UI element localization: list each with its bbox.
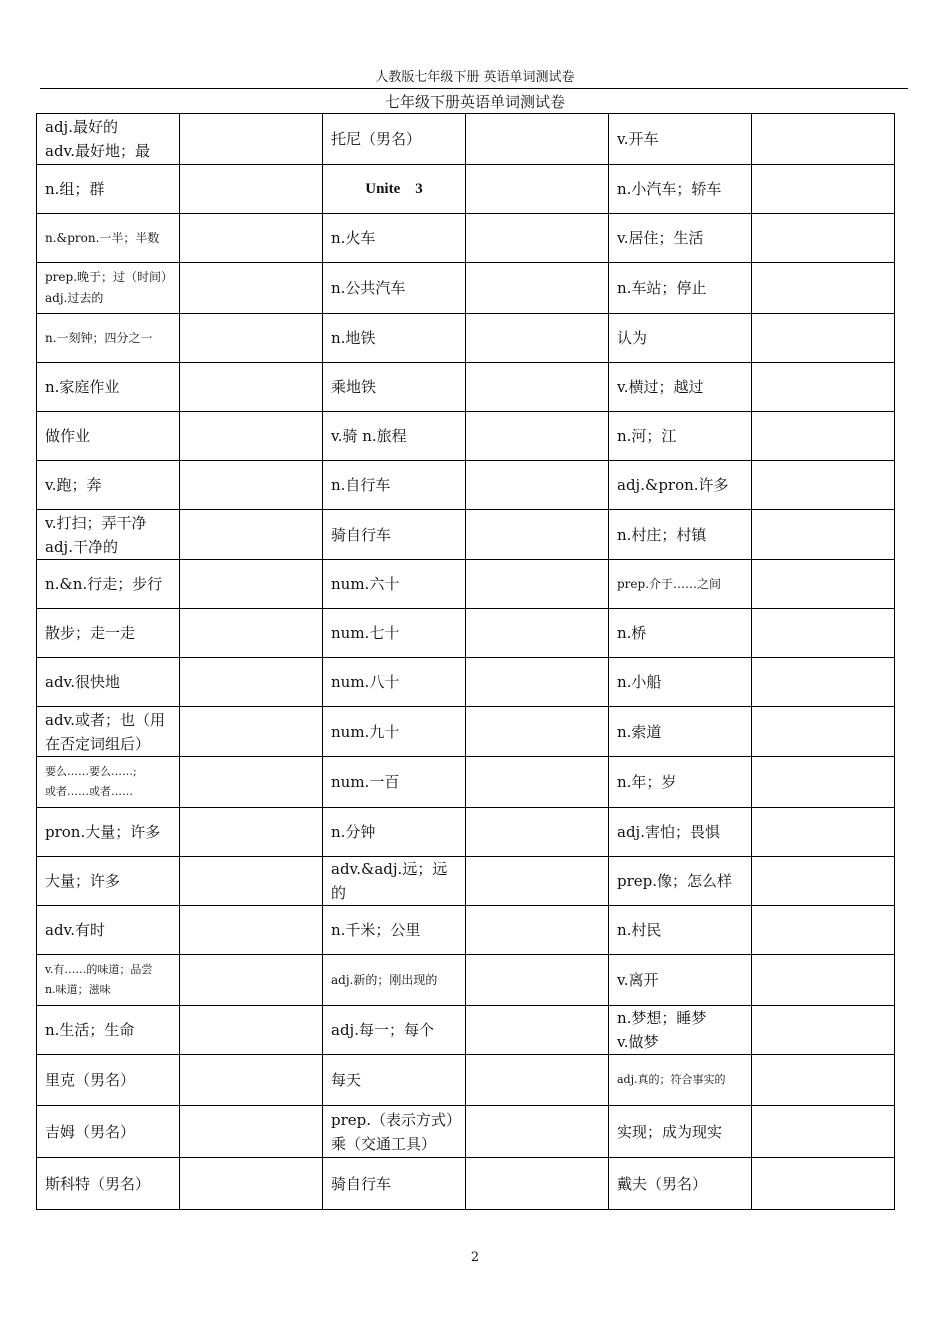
answer-blank-cell[interactable] [466, 314, 609, 363]
answer-blank-cell[interactable] [180, 757, 323, 808]
meaning-text: adv.最好地；最 [45, 142, 151, 160]
vocab-meaning-cell [609, 461, 752, 510]
answer-blank-cell[interactable] [466, 658, 609, 707]
page-title: 七年级下册英语单词测试卷 [384, 93, 565, 111]
answer-blank-cell[interactable] [180, 707, 323, 757]
meaning-text: v.居住；生活 [617, 229, 704, 247]
vocab-meaning-cell [37, 214, 180, 263]
meaning-text: n.索道 [617, 722, 662, 741]
answer-blank-cell[interactable] [752, 808, 895, 857]
answer-blank-cell[interactable] [752, 263, 895, 314]
meaning-text: 戴夫（男名） [617, 1174, 708, 1193]
answer-blank-cell[interactable] [752, 1106, 895, 1158]
vocab-meaning-cell [323, 412, 466, 461]
vocab-meaning-cell [323, 214, 466, 263]
answer-blank-cell[interactable] [466, 707, 609, 757]
vocab-meaning-cell [37, 906, 180, 955]
meaning-text: n.千米；公里 [331, 921, 421, 939]
meaning-text: prep.晚于；过（时间） [45, 270, 174, 284]
answer-blank-cell[interactable] [752, 658, 895, 707]
table-row [37, 1006, 895, 1055]
answer-blank-cell[interactable] [466, 857, 609, 906]
vocab-meaning-cell [323, 363, 466, 412]
answer-blank-cell[interactable] [752, 314, 895, 363]
meaning-text: 大量；许多 [45, 872, 121, 890]
answer-blank-cell[interactable] [180, 363, 323, 412]
vocab-meaning-cell [323, 906, 466, 955]
table-row [37, 906, 895, 955]
meaning-text: v.离开 [617, 971, 659, 989]
answer-blank-cell[interactable] [466, 757, 609, 808]
vocab-meaning-cell [609, 906, 752, 955]
table-row [37, 1055, 895, 1106]
vocab-meaning-cell [323, 263, 466, 314]
meaning-text: v.做梦 [617, 1033, 659, 1051]
answer-blank-cell[interactable] [466, 906, 609, 955]
unit-heading: Unite 3 [365, 181, 423, 197]
vocab-meaning-cell [609, 658, 752, 707]
answer-blank-cell[interactable] [466, 412, 609, 461]
meaning-text: n.生活；生命 [45, 1021, 135, 1039]
vocab-meaning-cell [37, 808, 180, 857]
vocab-meaning-cell [37, 609, 180, 658]
vocab-meaning-cell [609, 1158, 752, 1210]
meaning-text: 要么……要么……; [45, 765, 137, 778]
vocab-meaning-cell [323, 461, 466, 510]
answer-blank-cell[interactable] [180, 263, 323, 314]
vocab-meaning-cell [609, 412, 752, 461]
answer-blank-cell[interactable] [180, 1055, 323, 1106]
meaning-text: n.村庄；村镇 [617, 525, 707, 544]
meaning-text: adv.很快地 [45, 673, 121, 691]
meaning-text: n.&n.行走；步行 [45, 575, 163, 593]
meaning-text: n.地铁 [331, 329, 376, 347]
vocab-meaning-cell [37, 263, 180, 314]
meaning-text: num.九十 [331, 722, 400, 741]
vocab-meaning-cell [37, 658, 180, 707]
vocab-meaning-cell [37, 757, 180, 808]
vocab-meaning-cell [37, 114, 180, 165]
meaning-text: 托尼（男名） [331, 130, 422, 148]
meaning-text: n.小汽车；轿车 [617, 180, 722, 198]
meaning-text: v.跑；奔 [45, 476, 102, 494]
answer-blank-cell[interactable] [466, 165, 609, 214]
answer-blank-cell[interactable] [180, 165, 323, 214]
table-row [37, 658, 895, 707]
table-row [37, 560, 895, 609]
answer-blank-cell[interactable] [466, 263, 609, 314]
answer-blank-cell[interactable] [466, 1158, 609, 1210]
answer-blank-cell[interactable] [466, 461, 609, 510]
meaning-text: n.家庭作业 [45, 378, 120, 396]
vocab-meaning-cell [323, 707, 466, 757]
meaning-text: 乘（交通工具） [331, 1134, 437, 1153]
answer-blank-cell[interactable] [466, 1006, 609, 1055]
meaning-text: prep.介于……之间 [617, 576, 722, 591]
meaning-text: n.火车 [331, 229, 376, 247]
meaning-text: v.有……的味道；品尝 [45, 963, 153, 976]
answer-blank-cell[interactable] [466, 1106, 609, 1158]
answer-blank-cell[interactable] [752, 165, 895, 214]
vocab-meaning-cell [37, 1158, 180, 1210]
vocab-meaning-cell [609, 263, 752, 314]
meaning-text: n.一刻钟；四分之一 [45, 330, 153, 345]
answer-blank-cell[interactable] [752, 906, 895, 955]
table-row [37, 214, 895, 263]
meaning-text: adj.害怕；畏惧 [617, 823, 720, 841]
meaning-text: n.&pron.一半；半数 [45, 230, 160, 245]
meaning-text: n.桥 [617, 624, 647, 642]
meaning-text: num.一百 [331, 773, 400, 791]
vocab-meaning-cell [323, 560, 466, 609]
vocab-meaning-cell [37, 1006, 180, 1055]
vocab-meaning-cell [609, 609, 752, 658]
answer-blank-cell[interactable] [466, 808, 609, 857]
answer-blank-cell[interactable] [752, 412, 895, 461]
vocab-meaning-cell [323, 808, 466, 857]
vocab-meaning-cell [323, 114, 466, 165]
vocab-meaning-cell [323, 510, 466, 560]
meaning-text: v.打扫；弄干净 [45, 513, 147, 532]
answer-blank-cell[interactable] [466, 114, 609, 165]
vocab-meaning-cell [37, 857, 180, 906]
table-row [37, 314, 895, 363]
answer-blank-cell[interactable] [752, 1158, 895, 1210]
table-row [37, 707, 895, 757]
vocab-meaning-cell [37, 314, 180, 363]
answer-blank-cell[interactable] [752, 560, 895, 609]
vocab-meaning-cell [609, 560, 752, 609]
meaning-text: 散步；走一走 [45, 624, 136, 642]
vocab-meaning-cell [609, 955, 752, 1006]
meaning-text: v.骑 n.旅程 [331, 427, 407, 445]
meaning-text: 或者……或者…… [45, 785, 133, 798]
meaning-text: adj.新的；刚出现的 [331, 972, 438, 987]
vocab-meaning-cell [37, 955, 180, 1006]
vocab-meaning-cell [37, 707, 180, 757]
answer-blank-cell[interactable] [752, 955, 895, 1006]
table-row [37, 461, 895, 510]
vocab-meaning-cell [323, 1006, 466, 1055]
meaning-text: n.河；江 [617, 427, 677, 445]
meaning-text: 在否定词组后） [45, 734, 151, 753]
meaning-text: adv.有时 [45, 921, 106, 939]
table-row [37, 808, 895, 857]
vocab-meaning-cell [323, 658, 466, 707]
vocab-meaning-cell [609, 1055, 752, 1106]
vocab-meaning-cell [323, 1158, 466, 1210]
answer-blank-cell[interactable] [466, 1055, 609, 1106]
table-row [37, 857, 895, 906]
answer-blank-cell[interactable] [752, 114, 895, 165]
vocab-meaning-cell [323, 1106, 466, 1158]
vocab-meaning-cell [609, 808, 752, 857]
answer-blank-cell[interactable] [180, 955, 323, 1006]
answer-blank-cell[interactable] [752, 510, 895, 560]
answer-blank-cell[interactable] [752, 857, 895, 906]
vocab-meaning-cell [609, 114, 752, 165]
answer-blank-cell[interactable] [752, 707, 895, 757]
meaning-text: adj.最好的 [45, 118, 118, 136]
answer-blank-cell[interactable] [752, 1006, 895, 1055]
meaning-text: adv.&adj.远；远的 [331, 860, 448, 902]
answer-blank-cell[interactable] [180, 1006, 323, 1055]
table-row [37, 955, 895, 1006]
vocab-meaning-cell [37, 1055, 180, 1106]
page-header: 人教版七年级下册 英语单词测试卷 [375, 70, 575, 85]
answer-blank-cell[interactable] [180, 906, 323, 955]
vocab-meaning-cell [37, 363, 180, 412]
vocab-meaning-cell [609, 707, 752, 757]
meaning-text: num.七十 [331, 624, 400, 642]
meaning-text: 每天 [331, 1071, 362, 1089]
meaning-text: 吉姆（男名） [45, 1122, 136, 1141]
vocab-meaning-cell [609, 214, 752, 263]
table-row [37, 609, 895, 658]
answer-blank-cell[interactable] [466, 609, 609, 658]
meaning-text: n.车站；停止 [617, 279, 707, 297]
answer-blank-cell[interactable] [466, 955, 609, 1006]
answer-blank-cell[interactable] [752, 461, 895, 510]
answer-blank-cell[interactable] [752, 609, 895, 658]
meaning-text: v.开车 [617, 130, 659, 148]
answer-blank-cell[interactable] [180, 1158, 323, 1210]
meaning-text: n.小船 [617, 673, 662, 691]
meaning-text: adj.干净的 [45, 537, 118, 556]
vocab-meaning-cell [609, 314, 752, 363]
vocab-meaning-cell [37, 1106, 180, 1158]
meaning-text: 实现；成为现实 [617, 1122, 723, 1141]
meaning-text: 骑自行车 [331, 525, 392, 544]
vocab-meaning-cell [609, 1106, 752, 1158]
vocab-meaning-cell [609, 757, 752, 808]
vocab-meaning-cell [37, 510, 180, 560]
vocab-meaning-cell [323, 165, 466, 214]
vocab-meaning-cell [37, 165, 180, 214]
meaning-text: n.味道；滋味 [45, 983, 111, 996]
meaning-text: 里克（男名） [45, 1071, 136, 1089]
answer-blank-cell[interactable] [180, 857, 323, 906]
answer-blank-cell[interactable] [180, 808, 323, 857]
table-row [37, 363, 895, 412]
vocab-meaning-cell [609, 510, 752, 560]
answer-blank-cell[interactable] [180, 658, 323, 707]
answer-blank-cell[interactable] [180, 412, 323, 461]
meaning-text: v.横过；越过 [617, 378, 704, 396]
table-row [37, 165, 895, 214]
page-number: 2 [470, 1250, 480, 1265]
answer-blank-cell[interactable] [752, 214, 895, 263]
vocab-meaning-cell [609, 363, 752, 412]
answer-blank-cell[interactable] [180, 114, 323, 165]
meaning-text: adj.每一；每个 [331, 1021, 434, 1039]
vocab-meaning-cell [609, 165, 752, 214]
meaning-text: 乘地铁 [331, 378, 377, 396]
answer-blank-cell[interactable] [466, 363, 609, 412]
meaning-text: adj.过去的 [45, 291, 104, 305]
meaning-text: n.梦想；睡梦 [617, 1009, 707, 1027]
answer-blank-cell[interactable] [466, 214, 609, 263]
vocab-meaning-cell [609, 857, 752, 906]
answer-blank-cell[interactable] [752, 757, 895, 808]
meaning-text: prep.（表示方式） [331, 1110, 462, 1129]
meaning-text: adv.或者；也（用 [45, 710, 166, 729]
meaning-text: n.公共汽车 [331, 279, 406, 297]
meaning-text: num.八十 [331, 673, 400, 691]
answer-blank-cell[interactable] [180, 1106, 323, 1158]
vocabulary-table [36, 113, 895, 1210]
header-rule [40, 88, 908, 89]
vocab-meaning-cell [323, 1055, 466, 1106]
answer-blank-cell[interactable] [466, 510, 609, 560]
vocab-meaning-cell [323, 857, 466, 906]
meaning-text: 骑自行车 [331, 1174, 392, 1193]
table-row [37, 1158, 895, 1210]
meaning-text: n.村民 [617, 921, 662, 939]
meaning-text: n.组；群 [45, 180, 105, 198]
answer-blank-cell[interactable] [180, 461, 323, 510]
meaning-text: 认为 [617, 329, 648, 347]
answer-blank-cell[interactable] [180, 314, 323, 363]
vocab-meaning-cell [37, 560, 180, 609]
table-row [37, 510, 895, 560]
answer-blank-cell[interactable] [466, 560, 609, 609]
vocab-meaning-cell [323, 757, 466, 808]
answer-blank-cell[interactable] [180, 214, 323, 263]
vocab-meaning-cell [323, 609, 466, 658]
meaning-text: adj.真的；符合事实的 [617, 1073, 726, 1086]
table-row [37, 412, 895, 461]
vocab-meaning-cell [37, 461, 180, 510]
answer-blank-cell[interactable] [180, 560, 323, 609]
meaning-text: num.六十 [331, 575, 400, 593]
answer-blank-cell[interactable] [180, 609, 323, 658]
meaning-text: 斯科特（男名） [45, 1174, 151, 1193]
meaning-text: pron.大量；许多 [45, 823, 161, 841]
vocab-meaning-cell [37, 412, 180, 461]
vocab-meaning-cell [323, 955, 466, 1006]
meaning-text: n.年；岁 [617, 773, 677, 791]
answer-blank-cell[interactable] [180, 510, 323, 560]
meaning-text: n.分钟 [331, 823, 376, 841]
answer-blank-cell[interactable] [752, 1055, 895, 1106]
meaning-text: adj.&pron.许多 [617, 476, 729, 494]
table-row [37, 263, 895, 314]
meaning-text: n.自行车 [331, 476, 391, 494]
meaning-text: 做作业 [45, 427, 91, 445]
table-row [37, 1106, 895, 1158]
table-row [37, 114, 895, 165]
table-row [37, 757, 895, 808]
meaning-text: prep.像；怎么样 [617, 872, 733, 890]
answer-blank-cell[interactable] [752, 363, 895, 412]
vocab-meaning-cell [609, 1006, 752, 1055]
vocab-meaning-cell [323, 314, 466, 363]
